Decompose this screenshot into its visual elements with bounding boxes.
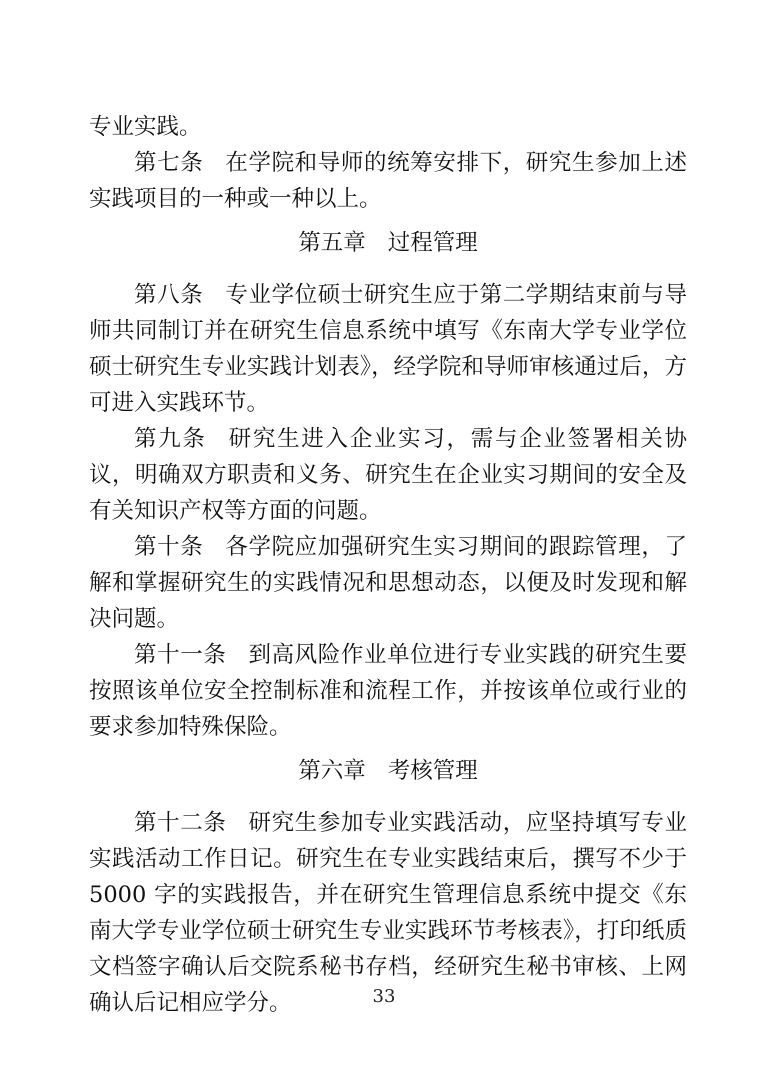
article-heading: 第十条 [134,534,204,560]
article-11 [89,637,687,745]
article-heading: 第九条 [134,426,207,452]
article-heading: 第七条 [134,150,204,176]
article-10 [89,529,687,637]
article-heading: 第十二条 [134,810,227,836]
chapter-title: 考核管理 [387,758,478,784]
article-text: 各学院应加强研究生实习期间的跟踪管理，了解和掌握研究生的实践情况和思想动态，以便及时发现和解决问题。 [89,534,687,632]
chapter-number: 第五章 [298,230,366,256]
article-text: 研究生进入企业实习，需与企业签署相关协议，明确双方职责和义务、研究生在企业实习期间的安全及有关知识产权等方面的问题。 [89,426,687,524]
continuation-text: 专业实践。 [89,114,202,140]
page-number: 33 [372,986,396,1007]
chapter-heading-5 [89,225,687,261]
chapter-heading-6 [89,753,687,789]
chapter-number: 第六章 [298,758,366,784]
article-text: 到高风险作业单位进行专业实践的研究生要按照该单位安全控制标准和流程工作，并按该单位或行业的要求参加特殊保险。 [89,642,687,740]
article-text: 在学院和导师的统筹安排下，研究生参加上述实践项目的一种或一种以上。 [89,150,687,212]
document-body [89,109,687,1021]
article-7 [89,145,687,217]
article-text: 专业学位硕士研究生应于第二学期结束前与导师共同制订并在研究生信息系统中填写《东南大学专业学位硕士研究生专业实践计划表》，经学院和导师审核通过后，方可进入实践环节。 [89,282,687,416]
article-9 [89,421,687,529]
chapter-title: 过程管理 [387,230,478,256]
article-heading: 第八条 [134,282,204,308]
article-heading: 第十一条 [134,642,227,668]
article-text: 研究生参加专业实践活动，应坚持填写专业实践活动工作日记。研究生在专业实践结束后，撰写不少于 5000 字的实践报告，并在研究生管理信息系统中提交《东南大学专业学位硕士研究生专业实践环节考核表》，打印纸质文档签字确认后交院系秘书存档，经研究生秘书审核、上网确认后记相应学分。 [89,810,687,1016]
article-8 [89,277,687,421]
